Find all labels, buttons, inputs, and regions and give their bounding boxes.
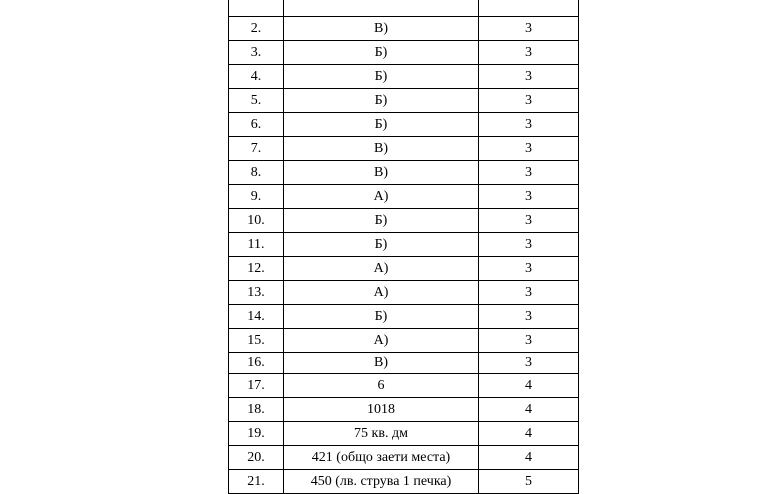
table-row	[229, 113, 579, 137]
question-number-cell: 19.	[229, 422, 284, 446]
table-row	[229, 137, 579, 161]
points-cell: 4	[479, 422, 579, 446]
answer-cell	[284, 0, 479, 17]
points-cell: 5	[479, 470, 579, 494]
question-number-cell: 5.	[229, 89, 284, 113]
question-number-cell: 16.	[229, 353, 284, 374]
answer-cell: Б)	[284, 65, 479, 89]
answer-cell: В)	[284, 161, 479, 185]
points-cell: 3	[479, 353, 579, 374]
points-cell: 3	[479, 329, 579, 353]
table-row	[229, 185, 579, 209]
answer-cell: Б)	[284, 305, 479, 329]
question-number-cell: 12.	[229, 257, 284, 281]
points-cell: 3	[479, 17, 579, 41]
answer-cell: Б)	[284, 89, 479, 113]
points-cell: 3	[479, 185, 579, 209]
points-cell: 4	[479, 446, 579, 470]
answer-cell: А)	[284, 257, 479, 281]
points-cell: 3	[479, 41, 579, 65]
answer-cell: В)	[284, 353, 479, 374]
question-number-cell	[229, 0, 284, 17]
question-number-cell: 17.	[229, 374, 284, 398]
table-row	[229, 374, 579, 398]
table-row	[229, 0, 579, 17]
answer-cell: А)	[284, 185, 479, 209]
points-cell: 3	[479, 233, 579, 257]
question-number-cell: 13.	[229, 281, 284, 305]
question-number-cell: 4.	[229, 65, 284, 89]
points-cell: 3	[479, 137, 579, 161]
table-row	[229, 17, 579, 41]
table-row	[229, 305, 579, 329]
points-cell: 3	[479, 209, 579, 233]
answer-cell: Б)	[284, 233, 479, 257]
table-row	[229, 446, 579, 470]
table-row	[229, 329, 579, 353]
table-row	[229, 209, 579, 233]
question-number-cell: 9.	[229, 185, 284, 209]
table-row	[229, 161, 579, 185]
points-cell: 4	[479, 398, 579, 422]
question-number-cell: 18.	[229, 398, 284, 422]
question-number-cell: 20.	[229, 446, 284, 470]
table-row	[229, 353, 579, 374]
answer-cell: Б)	[284, 113, 479, 137]
answer-key-table	[228, 0, 579, 494]
points-cell: 3	[479, 89, 579, 113]
table-row	[229, 41, 579, 65]
question-number-cell: 14.	[229, 305, 284, 329]
answer-cell: В)	[284, 17, 479, 41]
question-number-cell: 7.	[229, 137, 284, 161]
question-number-cell: 10.	[229, 209, 284, 233]
question-number-cell: 15.	[229, 329, 284, 353]
points-cell: 3	[479, 161, 579, 185]
question-number-cell: 3.	[229, 41, 284, 65]
table-row	[229, 422, 579, 446]
points-cell: 3	[479, 113, 579, 137]
table-row	[229, 398, 579, 422]
table-row	[229, 89, 579, 113]
points-cell: 3	[479, 281, 579, 305]
question-number-cell: 8.	[229, 161, 284, 185]
answer-cell: В)	[284, 137, 479, 161]
table-row	[229, 233, 579, 257]
question-number-cell: 6.	[229, 113, 284, 137]
table-row	[229, 257, 579, 281]
table-row	[229, 65, 579, 89]
answer-cell: 75 кв. дм	[284, 422, 479, 446]
table-row	[229, 470, 579, 494]
question-number-cell: 2.	[229, 17, 284, 41]
answer-cell: 421 (общо заети места)	[284, 446, 479, 470]
answer-cell: Б)	[284, 209, 479, 233]
answer-cell: А)	[284, 329, 479, 353]
points-cell: 3	[479, 305, 579, 329]
points-cell: 3	[479, 65, 579, 89]
answer-cell: 6	[284, 374, 479, 398]
answer-cell: А)	[284, 281, 479, 305]
points-cell: 3	[479, 257, 579, 281]
table-row	[229, 281, 579, 305]
points-cell: 4	[479, 374, 579, 398]
answer-cell: 1018	[284, 398, 479, 422]
answer-cell: Б)	[284, 41, 479, 65]
question-number-cell: 21.	[229, 470, 284, 494]
answer-cell: 450 (лв. струва 1 печка)	[284, 470, 479, 494]
points-cell	[479, 0, 579, 17]
question-number-cell: 11.	[229, 233, 284, 257]
